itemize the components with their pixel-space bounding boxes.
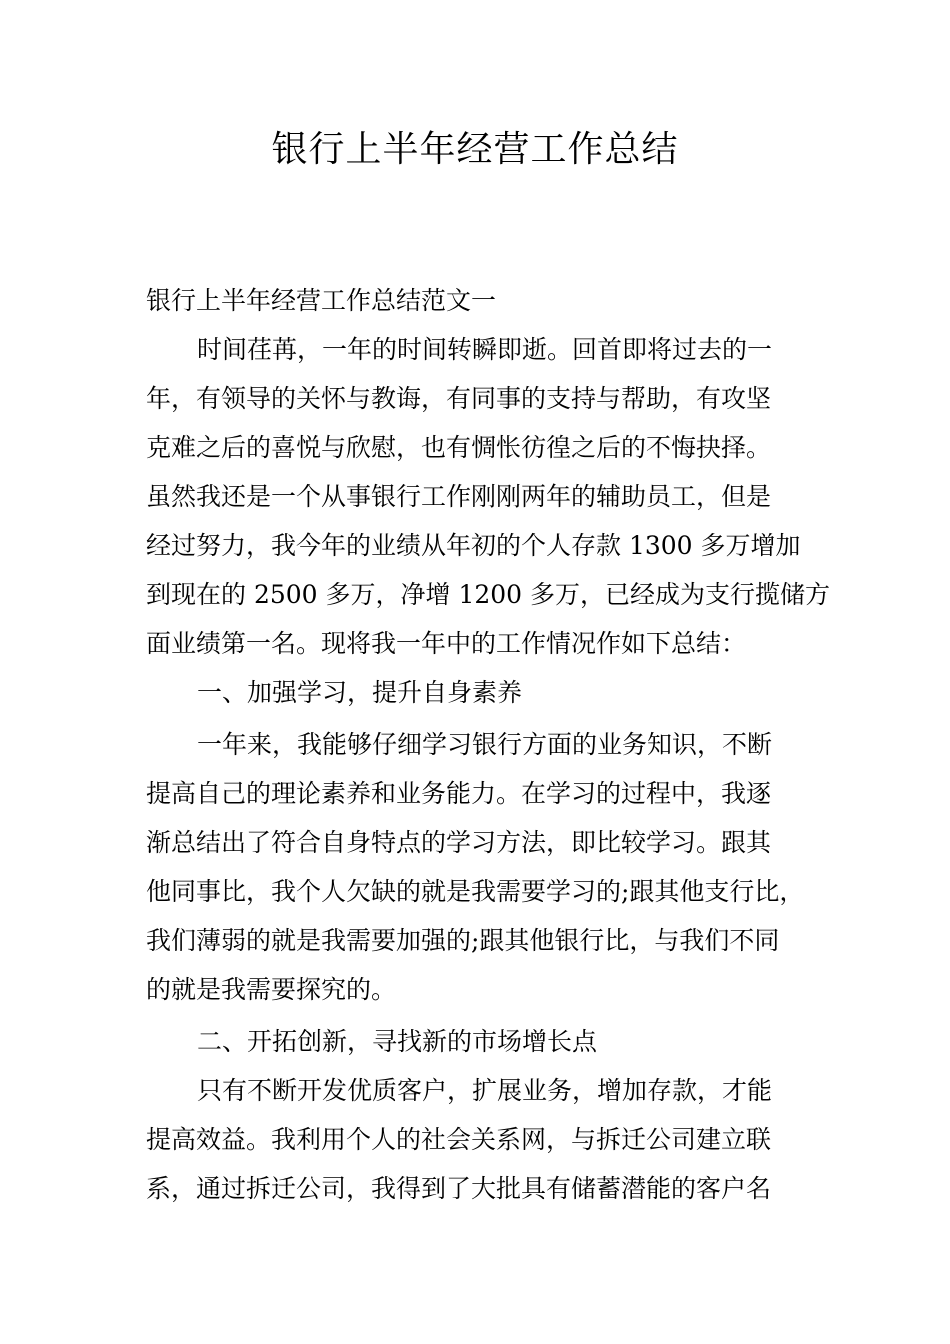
document-line: 提高效益。我利用个人的社会关系网，与拆迁公司建立联 [146,1125,772,1154]
document-line: 虽然我还是一个从事银行工作刚刚两年的辅助员工，但是 [146,482,772,511]
document-line: 面业绩第一名。现将我一年中的工作情况作如下总结： [146,629,747,658]
document-line: 只有不断开发优质客户，扩展业务，增加存款，才能 [197,1076,773,1105]
document-line: 经过努力，我今年的业绩从年初的个人存款 1300 多万增加 [146,531,801,560]
section-heading: 一、加强学习，提升自身素养 [197,678,523,707]
document-line: 渐总结出了符合自身特点的学习方法，即比较学习。跟其 [146,828,772,857]
document-line: 年，有领导的关怀与教诲，有同事的支持与帮助，有攻坚 [146,384,772,413]
document-line: 提高自己的理论素养和业务能力。在学习的过程中，我逐 [146,779,772,808]
document-line: 的就是我需要探究的。 [146,975,397,1004]
document-line: 克难之后的喜悦与欣慰，也有惆怅彷徨之后的不悔抉择。 [146,433,772,462]
document-line: 银行上半年经营工作总结范文一 [146,286,497,315]
document-line: 我们薄弱的就是我需要加强的;跟其他银行比，与我们不同 [146,926,780,955]
document-line: 时间荏苒，一年的时间转瞬即逝。回首即将过去的一 [197,335,773,364]
section-heading: 二、开拓创新，寻找新的市场增长点 [197,1027,598,1056]
document-line: 到现在的 2500 多万，净增 1200 多万，已经成为支行揽储方 [146,580,831,609]
document-line: 一年来，我能够仔细学习银行方面的业务知识，不断 [197,730,773,759]
document-title: 银行上半年经营工作总结 [271,129,679,170]
document-line: 他同事比，我个人欠缺的就是我需要学习的;跟其他支行比， [146,877,805,906]
document-line: 系，通过拆迁公司，我得到了大批具有储蓄潜能的客户名 [146,1174,772,1203]
